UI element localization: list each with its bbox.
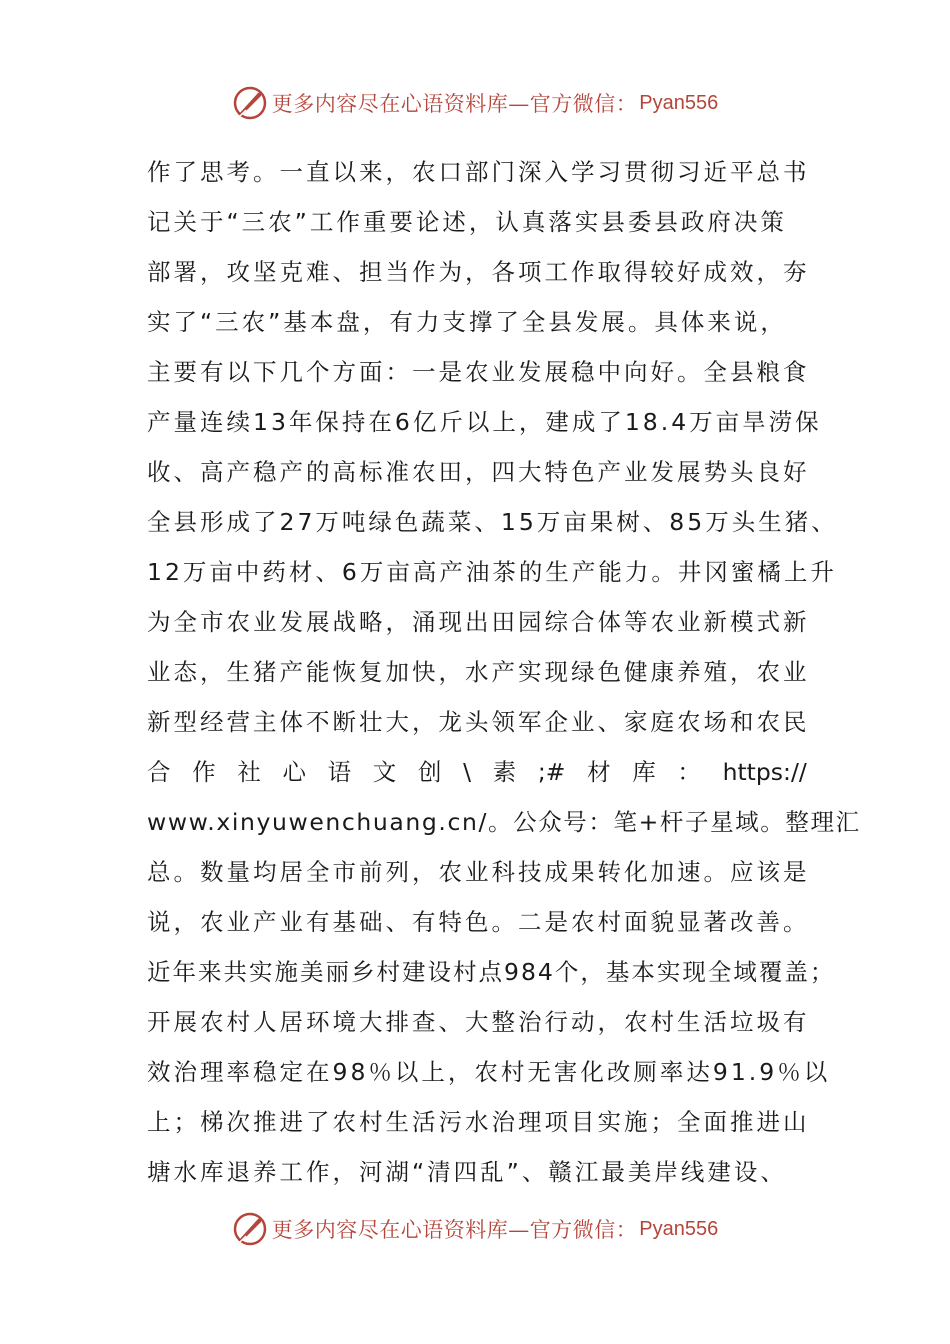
spaced-char: 素 — [492, 758, 517, 786]
body-line: 记关于“三农”工作重要论述，认真落实县委县政府决策 — [147, 208, 787, 236]
body-line: 全县形成了27万吨绿色蔬菜、15万亩果树、85万头生猪、 — [147, 508, 838, 536]
body-line: 上；梯次推进了农村生活污水治理项目实施；全面推进山 — [147, 1108, 810, 1136]
body-line: 塘水库退养工作，河湖“清四乱”、赣江最美岸线建设、 — [147, 1158, 787, 1186]
watermark-text: 更多内容尽在心语资料库—官方微信： — [271, 92, 638, 116]
spaced-char: https:// — [722, 758, 807, 786]
body-line: 开展农村人居环境大排查、大整治行动，农村生活垃圾有 — [147, 1008, 810, 1036]
spaced-char: 语 — [327, 758, 352, 786]
document-body — [147, 147, 861, 1197]
spaced-char: 心 — [282, 758, 306, 786]
watermark-text: 更多内容尽在心语资料库—官方微信： — [271, 1218, 638, 1242]
body-line: 说，农业产业有基础、有特色。二是农村面貌显著改善。 — [147, 908, 810, 936]
spaced-char: 创 — [417, 758, 442, 786]
watermark-account: Pyan556 — [639, 91, 719, 114]
body-line: 12万亩中药材、6万亩高产油茶的生产能力。井冈蜜橘上升 — [147, 558, 837, 586]
spaced-char: ： — [677, 758, 701, 786]
body-line: 作了思考。一直以来，农口部门深入学习贯彻习近平总书 — [147, 158, 810, 186]
body-line: 为全市农业发展战略，涌现出田园综合体等农业新模式新 — [147, 608, 810, 636]
spaced-body-line — [147, 747, 807, 797]
spaced-char: 库 — [632, 758, 656, 786]
body-line: 部署，攻坚克难、担当作为，各项工作取得较好成效，夯 — [147, 258, 810, 286]
body-line: 总。数量均居全市前列，农业科技成果转化加速。应该是 — [147, 858, 810, 886]
header-watermark — [0, 81, 950, 125]
quill-logo-icon — [232, 1211, 268, 1247]
body-line: 主要有以下几个方面：一是农业发展稳中向好。全县粮食 — [147, 358, 810, 386]
footer-watermark — [0, 1207, 950, 1251]
body-line: 收、高产稳产的高标准农田，四大特色产业发展势头良好 — [147, 458, 810, 486]
body-line: 新型经营主体不断壮大，龙头领军企业、家庭农场和农民 — [147, 708, 810, 736]
spaced-char: \ — [463, 758, 472, 786]
body-line: 效治理率稳定在98％以上，农村无害化改厕率达91.9％以 — [147, 1058, 831, 1086]
spaced-char: 文 — [372, 758, 397, 786]
spaced-char: 合 — [147, 758, 171, 786]
body-line: www.xinyuwenchuang.cn/。公众号：笔+杆子星域。整理汇 — [147, 808, 861, 836]
spaced-char: 作 — [192, 758, 216, 786]
spaced-char: 社 — [237, 758, 261, 786]
body-line: 近年来共实施美丽乡村建设村点984个，基本实现全域覆盖； — [147, 958, 836, 986]
watermark-account: Pyan556 — [639, 1217, 719, 1240]
spaced-char: ;# — [537, 758, 566, 786]
body-line: 实了“三农”基本盘，有力支撑了全县发展。具体来说， — [147, 308, 787, 336]
quill-logo-icon — [232, 85, 268, 121]
body-line: 产量连续13年保持在6亿斤以上，建成了18.4万亩旱涝保 — [147, 408, 822, 436]
body-line: 业态，生猪产能恢复加快，水产实现绿色健康养殖，农业 — [147, 658, 810, 686]
spaced-char: 材 — [587, 758, 611, 786]
